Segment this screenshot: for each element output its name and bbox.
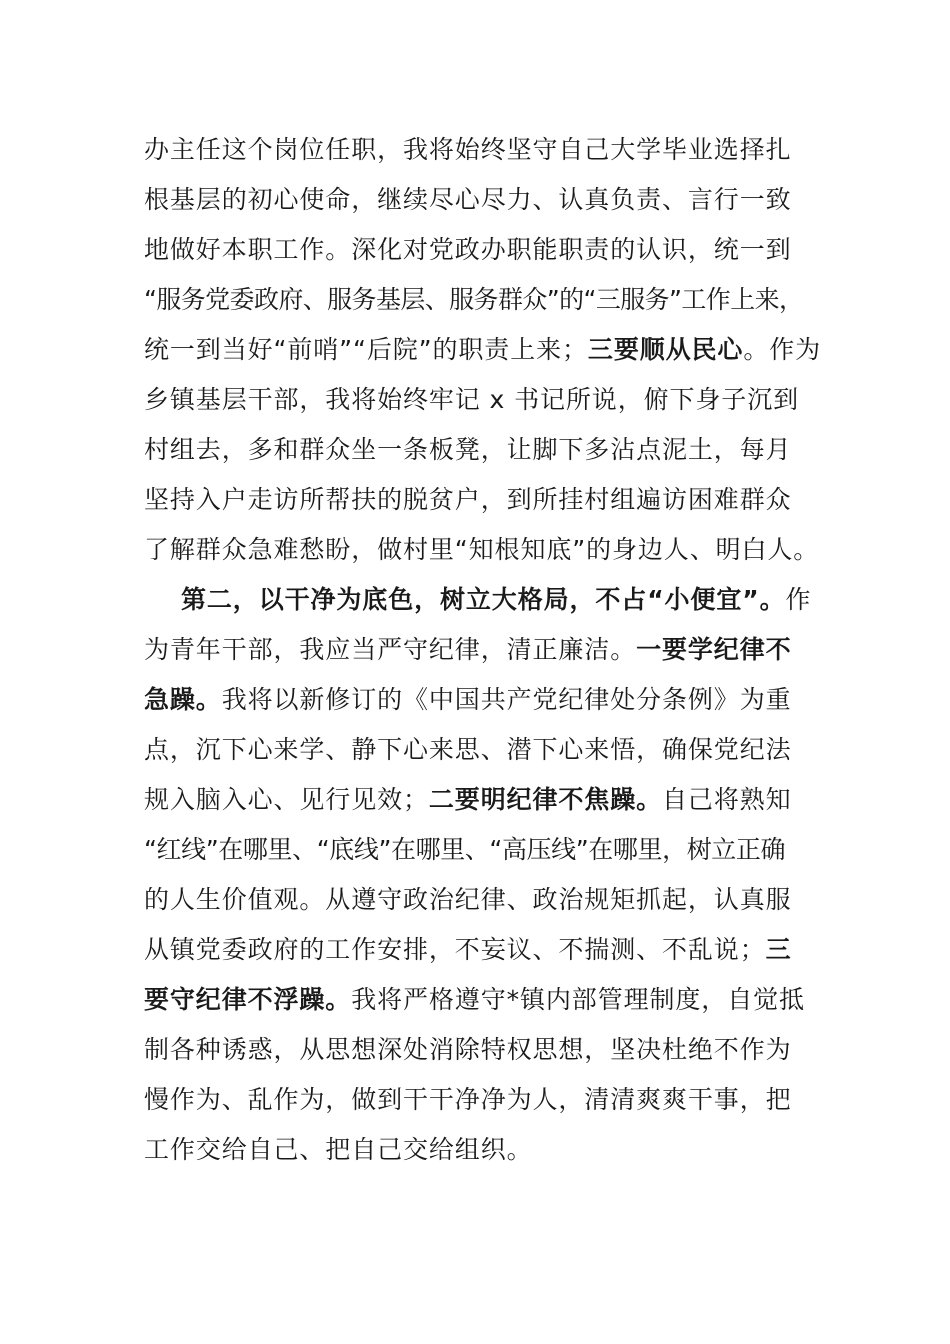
bold-heading-run: 急躁。: [144, 685, 222, 714]
text-line: [144, 225, 844, 275]
text-run: 统一到当好“前哨”“后院”的职责上来；: [144, 335, 588, 364]
text-run: 坚持入户走访所帮扶的脱贫户，到所挂村组遍访困难群众: [144, 485, 792, 514]
bold-heading-run: 三要顺从民心: [587, 335, 744, 364]
text-run: 地做好本职工作。深化对党政办职能职责的认识，统一到: [144, 235, 792, 264]
text-run: 村组去，多和群众坐一条板凳，让脚下多沾点泥土，每月: [144, 435, 792, 464]
text-run: 乡镇基层干部，我将始终牢记 x 书记所说，俯下身子沉到: [144, 385, 799, 414]
text-run: “红线”在哪里、“底线”在哪里、“高压线”在哪里，树立正确: [144, 835, 786, 864]
text-line: [144, 875, 844, 925]
text-line: [144, 725, 844, 775]
text-line: [144, 375, 844, 425]
text-line: [144, 675, 844, 725]
bold-heading-run: 二要明纪律不焦躁。: [428, 785, 663, 814]
section-heading-run: 第二，以干净为底色，树立大格局，不占“小便宜”。: [181, 585, 786, 614]
text-run: 作: [785, 585, 812, 614]
text-line: [144, 1075, 844, 1125]
text-line: [144, 975, 844, 1025]
text-run: 我将以新修订的《中国共产党纪律处分条例》为重: [221, 685, 792, 714]
text-run: 。作为: [743, 335, 822, 364]
text-run: 为青年干部，我应当严守纪律，清正廉洁。: [144, 635, 637, 664]
text-line: [144, 1125, 844, 1175]
text-run: 办主任这个岗位任职，我将始终坚守自己大学毕业选择扎: [144, 135, 792, 164]
text-line: [144, 475, 844, 525]
text-line: [144, 425, 844, 475]
text-run: 从镇党委政府的工作安排，不妄议、不揣测、不乱说；: [144, 935, 766, 964]
text-run: 了解群众急难愁盼，做村里“知根知底”的身边人、明白人。: [144, 535, 820, 564]
text-line: [144, 175, 844, 225]
bold-heading-run: 三: [765, 935, 792, 964]
text-line: [144, 275, 844, 325]
text-line: [144, 925, 844, 975]
bold-heading-run: 一要学纪律不: [636, 635, 792, 664]
text-run: 制各种诱惑，从思想深处消除特权思想，坚决杜绝不作为: [144, 1035, 792, 1064]
text-run: 根基层的初心使命，继续尽心尽力、认真负责、言行一致: [144, 185, 792, 214]
text-line: [144, 825, 844, 875]
text-line: [144, 625, 844, 675]
text-run: 自己将熟知: [662, 785, 792, 814]
body-text: [144, 125, 844, 1175]
text-line: [144, 525, 844, 575]
text-run: “服务党委政府、服务基层、服务群众”的“三服务”工作上来，: [144, 285, 804, 314]
text-line: [144, 775, 844, 825]
text-run: 工作交给自己、把自己交给组织。: [144, 1135, 533, 1164]
text-run: 我将严格遵守*镇内部管理制度，自觉抵: [351, 985, 805, 1014]
text-run: 点，沉下心来学、静下心来思、潜下心来悟，确保党纪法: [144, 735, 792, 764]
bold-heading-run: 要守纪律不浮躁。: [144, 985, 352, 1014]
text-line: [144, 1025, 844, 1075]
paragraph-start-line: [144, 575, 844, 625]
text-run: 规入脑入心、见行见效；: [144, 785, 429, 814]
text-run: 的人生价值观。从遵守政治纪律、政治规矩抓起，认真服: [144, 885, 792, 914]
text-line: [144, 125, 844, 175]
text-run: 慢作为、乱作为，做到干干净净为人，清清爽爽干事，把: [144, 1085, 792, 1114]
text-line: [144, 325, 844, 375]
